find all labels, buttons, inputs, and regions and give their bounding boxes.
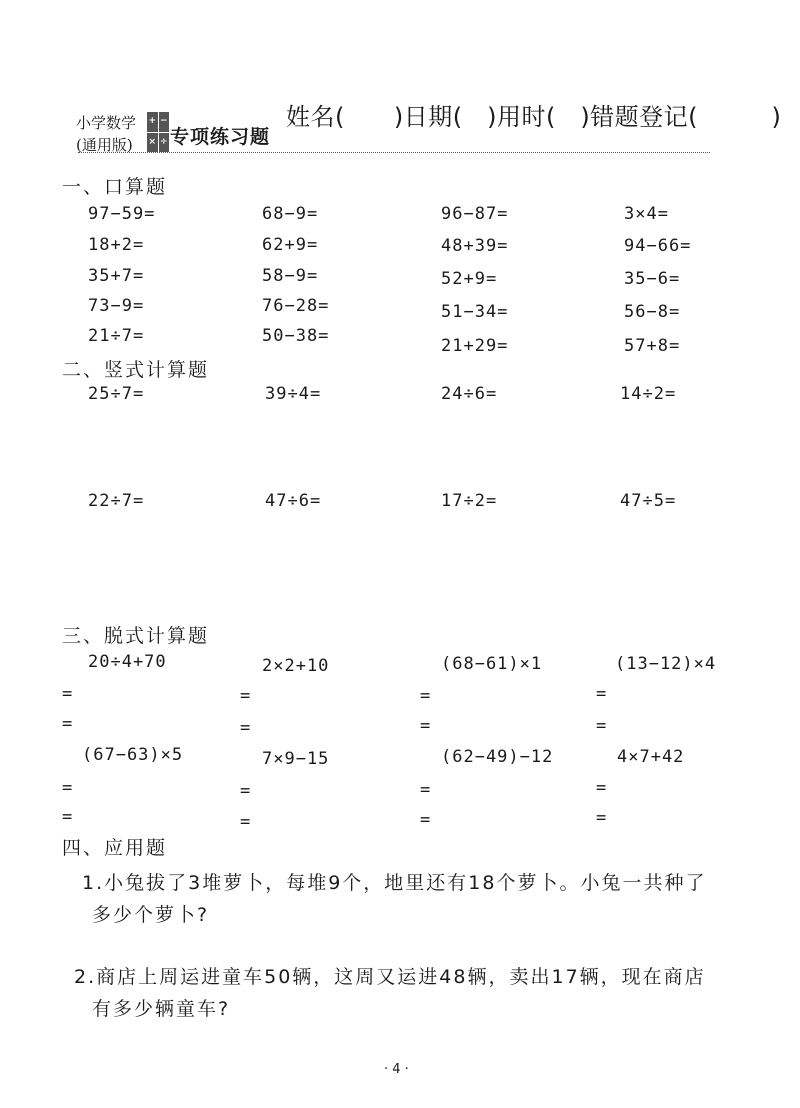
oral-item: 48+39= — [441, 236, 509, 256]
divide-icon: ÷ — [159, 133, 170, 153]
oral-item: 35−6= — [624, 269, 681, 289]
stepwise-item: (13−12)×4 — [615, 654, 717, 674]
equals-sign: = — [240, 686, 251, 706]
section-word-problems-heading: 四、应用题 — [62, 837, 168, 859]
stepwise-item: (68−61)×1 — [441, 654, 543, 674]
plus-icon: + — [147, 112, 158, 132]
word-problem-2-line-1: 2.商店上周运进童车50辆，这周又运进48辆，卖出17辆，现在商店 — [74, 966, 706, 988]
oral-item: 18+2= — [88, 235, 145, 255]
oral-item: 62+9= — [262, 235, 319, 255]
oral-item: 50−38= — [262, 326, 330, 346]
equals-sign: = — [420, 810, 431, 830]
equals-sign: = — [240, 812, 251, 832]
oral-item: 76−28= — [262, 296, 330, 316]
student-info-fields: 姓名( )日期( )用时( )错题登记( ) — [286, 103, 782, 131]
worksheet-title: 专项练习题 — [170, 126, 271, 148]
equals-sign: = — [62, 714, 73, 734]
oral-item: 68−9= — [262, 204, 319, 224]
oral-item: 94−66= — [624, 236, 692, 256]
word-problem-1-line-2: 多少个萝卜? — [92, 904, 210, 926]
equals-sign: = — [62, 684, 73, 704]
vertical-item: 22÷7= — [88, 491, 145, 511]
oral-item: 56−8= — [624, 302, 681, 322]
header-divider — [78, 152, 710, 153]
oral-item: 96−87= — [441, 204, 509, 224]
equals-sign: = — [420, 716, 431, 736]
equals-sign: = — [596, 716, 607, 736]
oral-item: 3×4= — [624, 204, 669, 224]
oral-item: 21÷7= — [88, 326, 145, 346]
page-number: · 4 · — [384, 1062, 409, 1077]
equals-sign: = — [240, 718, 251, 738]
equals-sign: = — [62, 778, 73, 798]
oral-item: 97−59= — [88, 204, 156, 224]
logo-operators-icon — [147, 112, 169, 152]
stepwise-item: 20÷4+70 — [88, 652, 167, 672]
stepwise-item: (62−49)−12 — [441, 747, 554, 767]
oral-item: 58−9= — [262, 266, 319, 286]
section-vertical-heading: 二、竖式计算题 — [62, 359, 210, 381]
oral-item: 51−34= — [441, 302, 509, 322]
logo-line-1: 小学数学 — [76, 114, 137, 132]
times-icon: × — [147, 133, 158, 153]
oral-item: 73−9= — [88, 296, 145, 316]
word-problem-1-line-1: 1.小兔拔了3堆萝卜，每堆9个，地里还有18个萝卜。小兔一共种了 — [82, 872, 707, 894]
vertical-item: 24÷6= — [441, 384, 498, 404]
minus-icon: − — [159, 112, 170, 132]
section-stepwise-heading: 三、脱式计算题 — [62, 625, 210, 647]
equals-sign: = — [62, 807, 73, 827]
vertical-item: 25÷7= — [88, 384, 145, 404]
vertical-item: 14÷2= — [620, 384, 677, 404]
section-oral-heading: 一、口算题 — [62, 176, 168, 198]
logo-line-2: (通用版) — [76, 136, 133, 154]
equals-sign: = — [596, 778, 607, 798]
stepwise-item: (67−63)×5 — [82, 745, 184, 765]
oral-item: 57+8= — [624, 336, 681, 356]
stepwise-item: 7×9−15 — [262, 749, 330, 769]
oral-item: 35+7= — [88, 266, 145, 286]
equals-sign: = — [596, 684, 607, 704]
stepwise-item: 2×2+10 — [262, 656, 330, 676]
equals-sign: = — [596, 808, 607, 828]
vertical-item: 47÷6= — [265, 491, 322, 511]
equals-sign: = — [420, 686, 431, 706]
vertical-item: 17÷2= — [441, 491, 498, 511]
vertical-item: 47÷5= — [620, 491, 677, 511]
word-problem-2-line-2: 有多少辆童车? — [92, 998, 231, 1020]
oral-item: 52+9= — [441, 269, 498, 289]
stepwise-item: 4×7+42 — [617, 747, 685, 767]
vertical-item: 39÷4= — [265, 384, 322, 404]
oral-item: 21+29= — [441, 336, 509, 356]
equals-sign: = — [240, 781, 251, 801]
equals-sign: = — [420, 780, 431, 800]
